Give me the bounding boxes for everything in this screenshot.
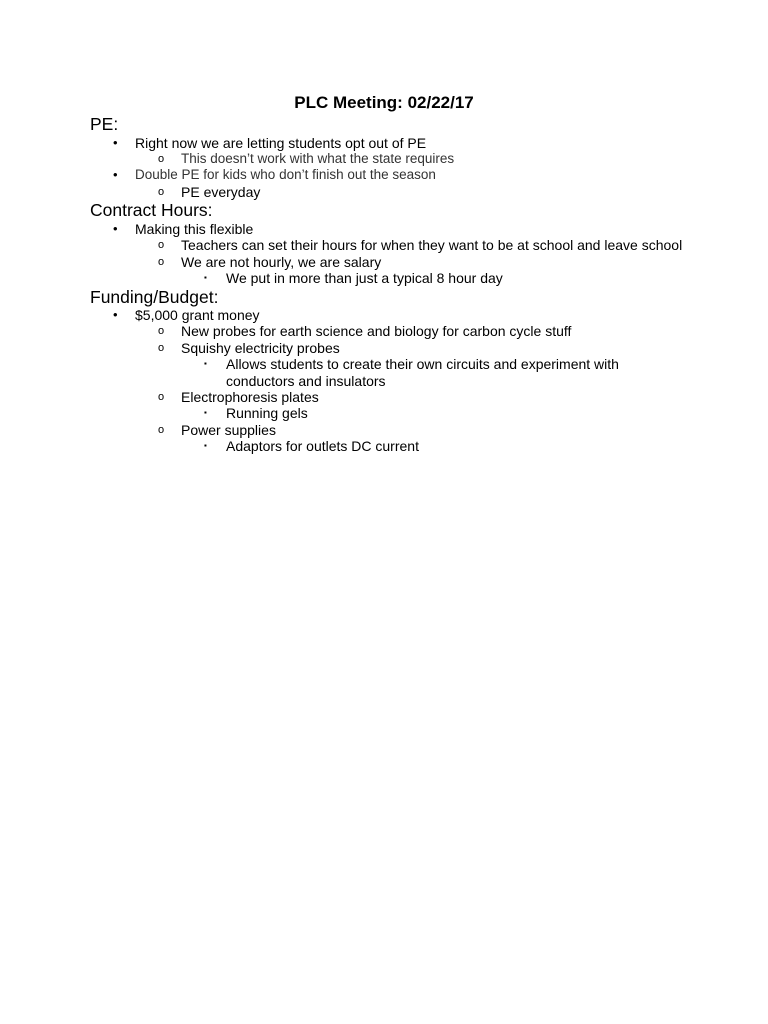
list-item: Power supplies [181,422,276,438]
square-marker: ▪ [204,359,207,368]
list-item: Adaptors for outlets DC current [226,438,419,454]
circle-marker: o [158,325,165,337]
list-item: We are not hourly, we are salary [181,254,382,270]
list-item: Electrophoresis plates [181,389,319,405]
list-item: Right now we are letting students opt out of PE [135,135,427,151]
list-item: Double PE for kids who don’t finish out the season [135,167,436,182]
section-heading-contract-hours: Contract Hours: [90,200,213,220]
list-item: New probes for earth science and biology for carbon cycle stuff [181,323,572,339]
square-marker: ▪ [204,273,207,282]
list-item: Teachers can set their hours for when they want to be at school and leave school [181,237,683,253]
list-item: PE everyday [181,184,261,200]
circle-marker: o [158,342,165,354]
circle-marker: o [158,186,165,198]
bullet-marker: • [113,135,118,150]
circle-marker: o [158,391,165,403]
square-marker: ▪ [204,408,207,417]
list-item: Allows students to create their own circuits and experiment with [226,356,619,372]
circle-marker: o [158,424,165,436]
list-item: Running gels [226,405,308,421]
list-item: Making this flexible [135,221,254,237]
list-item: Squishy electricity probes [181,340,340,356]
square-marker: ▪ [204,441,207,450]
list-item: This doesn’t work with what the state requires [181,151,455,166]
circle-marker: o [158,239,165,251]
bullet-marker: • [113,307,118,322]
bullet-marker: • [113,221,118,236]
section-heading-pe: PE: [90,114,119,134]
page-title: PLC Meeting: 02/22/17 [294,93,474,112]
circle-marker: o [158,256,165,268]
section-heading-funding-budget: Funding/Budget: [90,287,219,307]
bullet-marker: • [113,167,118,182]
circle-marker: o [158,153,165,165]
list-item: We put in more than just a typical 8 hour day [226,270,503,286]
list-item: $5,000 grant money [135,307,260,323]
list-item-continuation: conductors and insulators [226,373,386,389]
